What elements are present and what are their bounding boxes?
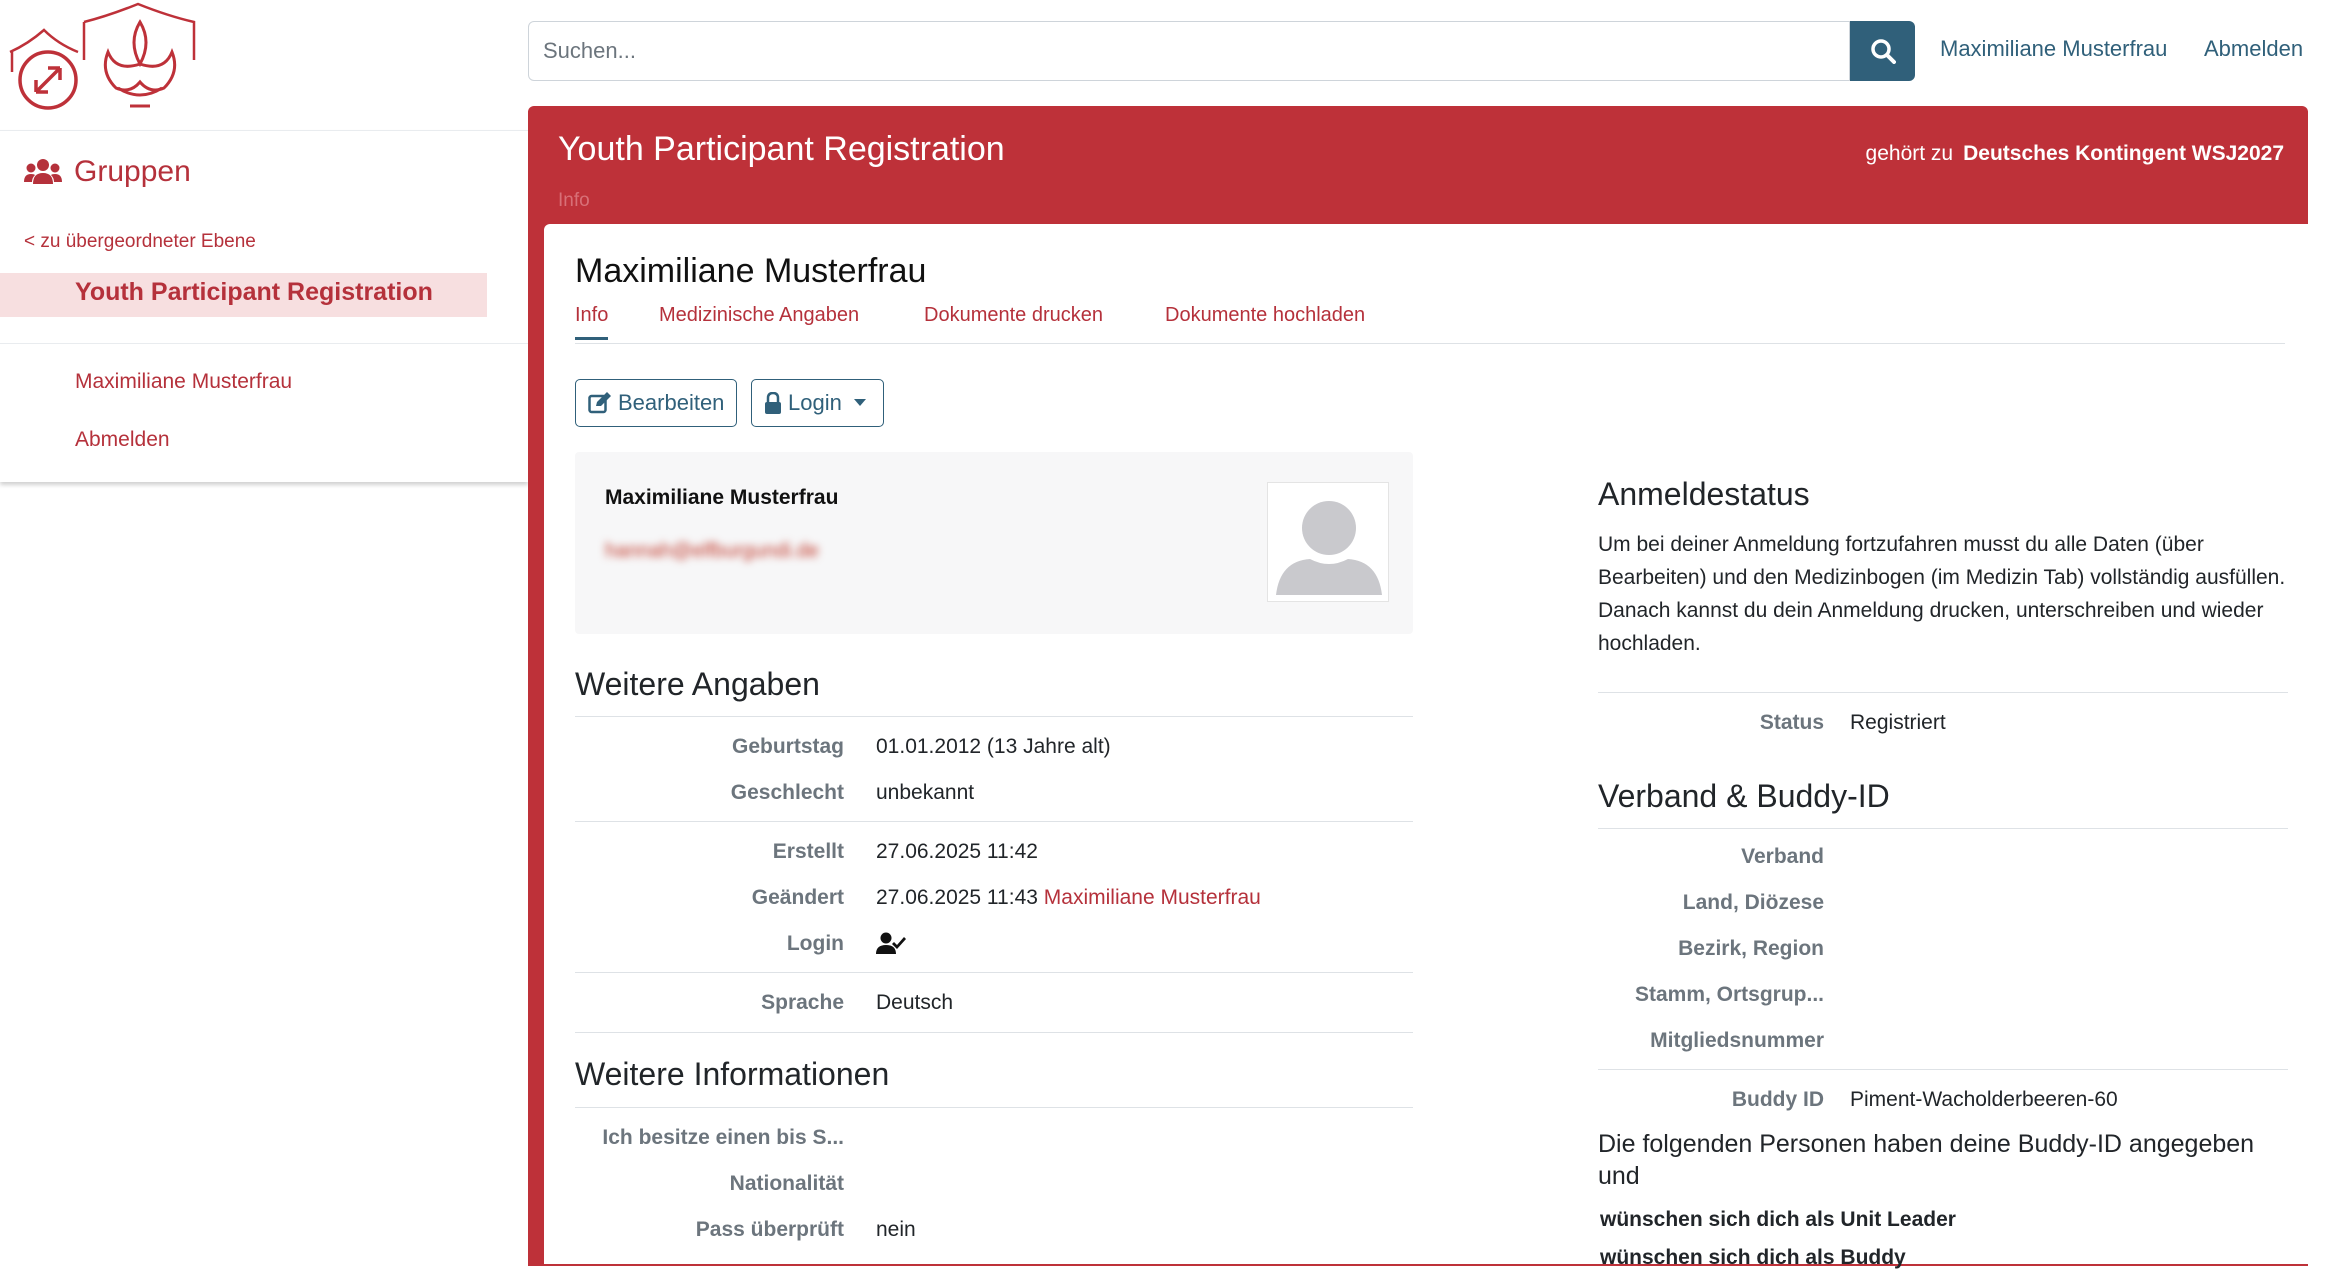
search-input[interactable] [528, 21, 1850, 81]
avatar [1267, 482, 1389, 602]
divider [1598, 828, 2288, 829]
edit-button-label: Bearbeiten [618, 390, 725, 415]
value-buddy-id: Piment-Wacholderbeeren-60 [1850, 1088, 2118, 1111]
user-check-icon [876, 932, 906, 954]
sidebar-heading[interactable] [24, 155, 191, 189]
divider [575, 821, 1413, 822]
label-nationalitaet: Nationalität [729, 1172, 844, 1195]
sidebar-item-youth-registration[interactable]: Youth Participant Registration [0, 273, 487, 317]
page-title: Maximiliane Musterfrau [575, 252, 927, 290]
tab-bar [575, 304, 2285, 344]
anmeldestatus-text [1598, 528, 2288, 660]
value-pass: nein [876, 1218, 916, 1241]
section-title-verband: Verband & Buddy-ID [1598, 778, 1890, 814]
label-pass: Pass überprüft [695, 1218, 844, 1241]
lock-icon [764, 392, 782, 414]
label-geschlecht: Geschlecht [730, 781, 844, 804]
label-besitz: Ich besitze einen bis S... [602, 1126, 844, 1149]
label-bezirk: Bezirk, Region [1678, 937, 1824, 960]
geaendert-by-link[interactable]: Maximiliane Musterfrau [1043, 886, 1261, 909]
value-geschlecht: unbekannt [876, 781, 975, 804]
label-stamm: Stamm, Ortsgrup... [1634, 983, 1824, 1006]
label-verband: Verband [1741, 845, 1824, 868]
login-button-label: Login [788, 390, 842, 415]
user-placeholder-icon [1268, 483, 1389, 602]
group-title: Youth Participant Registration [558, 130, 1005, 168]
value-erstellt: 27.06.2025 11:42 [876, 840, 1038, 863]
search-icon [1870, 38, 1896, 64]
unit-leader-text: wünschen sich dich als Unit Leader [1600, 1208, 1956, 1231]
sidebar-heading-label: Gruppen [74, 155, 191, 188]
edit-icon [588, 392, 612, 414]
anmeldestatus-text-2: Danach kannst du dein Anmeldung drucken, unterschreiben und wieder hochladen. [1598, 599, 2264, 655]
profile-name: Maximiliane Musterfrau [605, 486, 839, 509]
divider [1598, 1069, 2288, 1070]
label-status: Status [1759, 711, 1824, 734]
search-bar [528, 21, 1915, 81]
divider [575, 716, 1413, 717]
edit-button[interactable] [575, 379, 737, 427]
sidebar-divider [0, 343, 528, 344]
owner-prefix: gehört zu [1865, 142, 1954, 165]
divider [575, 972, 1413, 973]
app-logo[interactable] [8, 2, 198, 114]
value-geaendert [876, 886, 1261, 910]
user-link[interactable]: Maximiliane Musterfrau [1940, 36, 2168, 61]
users-icon [24, 158, 62, 186]
label-mitgliedsnummer: Mitgliedsnummer [1650, 1029, 1824, 1052]
tab-info[interactable]: Info [575, 304, 608, 340]
tab-upload-documents[interactable]: Dokumente hochladen [1165, 304, 1366, 326]
value-login [876, 932, 906, 960]
group-owner [1866, 142, 2284, 166]
person-card [544, 224, 2324, 1269]
owner-name[interactable]: Deutsches Kontingent WSJ2027 [1963, 142, 2284, 165]
label-erstellt: Erstellt [772, 840, 844, 863]
profile-email[interactable]: hannah@elfburgundi.de [605, 540, 819, 562]
value-geburtstag: 01.01.2012 (13 Jahre alt) [876, 735, 1111, 758]
label-login: Login [786, 932, 844, 955]
tab-print-documents[interactable]: Dokumente drucken [924, 304, 1103, 326]
caret-down-icon [854, 399, 866, 407]
parent-level-link[interactable]: < zu übergeordneter Ebene [24, 231, 256, 252]
divider [575, 1032, 1413, 1033]
label-land: Land, Diözese [1682, 891, 1824, 914]
label-sprache: Sprache [761, 991, 844, 1014]
sidebar-item-logout[interactable]: Abmelden [75, 428, 170, 451]
login-dropdown-button[interactable] [751, 379, 884, 427]
logout-link[interactable]: Abmelden [2204, 36, 2304, 61]
label-geburtstag: Geburtstag [731, 735, 844, 758]
section-title-anmeldestatus: Anmeldestatus [1598, 476, 1810, 512]
divider [575, 1107, 1413, 1108]
value-sprache: Deutsch [876, 991, 954, 1014]
divider [1598, 692, 2288, 693]
label-geaendert: Geändert [751, 886, 844, 909]
geaendert-date: 27.06.2025 11:43 [876, 886, 1038, 909]
section-title-weitere-angaben: Weitere Angaben [575, 666, 820, 702]
label-buddy-id: Buddy ID [1731, 1088, 1824, 1111]
buddy-text: wünschen sich dich als Buddy [1600, 1246, 1906, 1269]
value-status: Registriert [1850, 711, 1946, 734]
sidebar-item-user[interactable]: Maximiliane Musterfrau [75, 370, 293, 393]
buddy-persons-text: Die folgenden Personen haben deine Buddy-ID angegeben und [1598, 1130, 2255, 1190]
profile-summary [575, 452, 1413, 634]
header-sub-tab[interactable]: Info [558, 190, 590, 211]
tab-medical[interactable]: Medizinische Angaben [659, 304, 860, 326]
section-title-weitere-informationen: Weitere Informationen [575, 1056, 890, 1092]
sidebar [0, 130, 528, 482]
anmeldestatus-text-1: Um bei deiner Anmeldung fortzufahren musst du alle Daten (über Bearbeiten) und den Medizinbogen (im Medizin Tab) vollständig ausfüllen. [1598, 533, 2286, 589]
search-button[interactable] [1850, 21, 1915, 81]
